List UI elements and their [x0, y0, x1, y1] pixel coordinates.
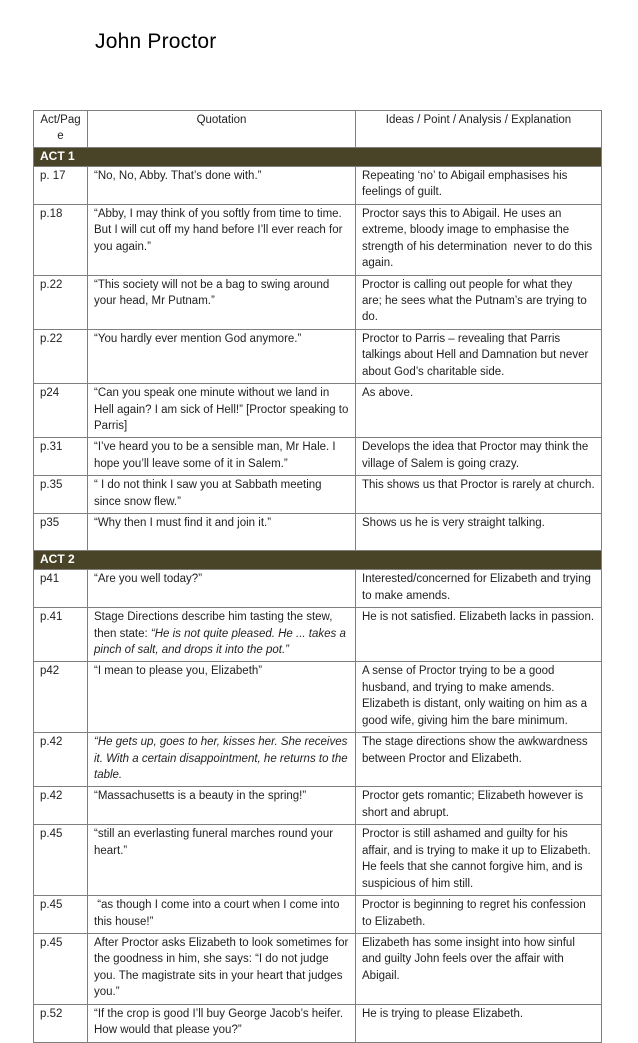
column-header-analysis: Ideas / Point / Analysis / Explanation	[356, 111, 602, 148]
table-row	[34, 787, 602, 825]
page-cell: p.45	[34, 825, 88, 896]
quote-segment: After Proctor asks Elizabeth to look sometimes for the goodness in him, she says: “I do not judge you. The magistrate sits in your heart that judges you.”	[94, 936, 352, 999]
quotation-cell	[88, 1004, 356, 1042]
page-cell: p.18	[34, 204, 88, 275]
analysis-cell: This shows us that Proctor is rarely at church.	[356, 476, 602, 514]
table-header-row	[34, 111, 602, 148]
page-cell: p.45	[34, 933, 88, 1004]
quote-segment: “Can you speak one minute without we land in Hell again? I am sick of Hell!” [Proctor speaking to Parris]	[94, 387, 352, 432]
table-row	[34, 476, 602, 514]
page-cell: p.42	[34, 787, 88, 825]
quotation-cell	[88, 933, 356, 1004]
table-row	[34, 438, 602, 476]
section-header-row	[34, 551, 602, 570]
page-cell: p.42	[34, 733, 88, 787]
analysis-cell: Interested/concerned for Elizabeth and trying to make amends.	[356, 570, 602, 608]
section-header-row	[34, 147, 602, 166]
table-row	[34, 1004, 602, 1042]
table-row	[34, 514, 602, 551]
quote-segment: “Abby, I may think of you softly from time to time. But I will cut off my hand before I’ll ever reach for you again.”	[94, 207, 346, 253]
quote-segment: “I mean to please you, Elizabeth”	[94, 665, 263, 678]
analysis-cell: Proctor is still ashamed and guilty for his affair, and is trying to make it up to Elizabeth. He feels that she cannot forgive him, and is suspicious of him still.	[356, 825, 602, 896]
quote-segment: “Are you well today?”	[94, 573, 203, 586]
table-row	[34, 384, 602, 438]
quotation-cell	[88, 608, 356, 662]
quote-segment: “He gets up, goes to her, kisses her. She receives it. With a certain disappointment, he returns to the table.	[94, 736, 351, 781]
table-row	[34, 570, 602, 608]
table-row	[34, 825, 602, 896]
analysis-cell: Shows us he is very straight talking.	[356, 514, 602, 551]
page-cell: p.41	[34, 608, 88, 662]
analysis-cell: Elizabeth has some insight into how sinful and guilty John feels over the affair with Abigail.	[356, 933, 602, 1004]
quotation-cell	[88, 662, 356, 733]
section-header: ACT 1	[34, 147, 602, 166]
quotation-cell	[88, 329, 356, 383]
quotation-analysis-table	[33, 110, 602, 1043]
quotation-cell	[88, 438, 356, 476]
quotation-cell	[88, 787, 356, 825]
table-row	[34, 933, 602, 1004]
page-cell: p.45	[34, 896, 88, 934]
quote-segment: Stage Directions describe him tasting the stew, then state:	[94, 611, 336, 640]
table-row	[34, 896, 602, 934]
table-row	[34, 608, 602, 662]
analysis-cell: Proctor says this to Abigail. He uses an extreme, bloody image to emphasise the strength of his determination never to do this again.	[356, 204, 602, 275]
quotation-cell	[88, 275, 356, 329]
page-title: John Proctor	[95, 30, 217, 53]
quotation-cell	[88, 204, 356, 275]
column-header-act-page: Act/Page	[34, 111, 88, 148]
page-cell: p.22	[34, 329, 88, 383]
quotation-cell	[88, 896, 356, 934]
page-cell: p.22	[34, 275, 88, 329]
page-cell: p.31	[34, 438, 88, 476]
page-cell: p42	[34, 662, 88, 733]
analysis-cell: He is not satisfied. Elizabeth lacks in passion.	[356, 608, 602, 662]
table-row	[34, 329, 602, 383]
table-row	[34, 275, 602, 329]
quotation-cell	[88, 166, 356, 204]
quote-segment: “No, No, Abby. That’s done with.”	[94, 169, 262, 182]
quote-segment: “If the crop is good I’ll buy George Jacob’s heifer. How would that please you?”	[94, 1007, 347, 1037]
analysis-cell: The stage directions show the awkwardness between Proctor and Elizabeth.	[356, 733, 602, 787]
table-row	[34, 166, 602, 204]
quotation-cell	[88, 825, 356, 896]
table-row	[34, 204, 602, 275]
analysis-cell: As above.	[356, 384, 602, 438]
quote-segment: “Why then I must find it and join it.”	[94, 517, 272, 530]
analysis-cell: Develops the idea that Proctor may think the village of Salem is going crazy.	[356, 438, 602, 476]
quote-segment: “This society will not be a bag to swing around your head, Mr Putnam.”	[94, 278, 333, 307]
analysis-cell: He is trying to please Elizabeth.	[356, 1004, 602, 1042]
table-row	[34, 733, 602, 787]
analysis-cell: A sense of Proctor trying to be a good husband, and trying to make amends. Elizabeth is distant, only waiting on him as a good wife, giving him the bare minimum.	[356, 662, 602, 733]
quotation-cell	[88, 384, 356, 438]
analysis-cell: Proctor gets romantic; Elizabeth however is short and abrupt.	[356, 787, 602, 825]
quotation-cell	[88, 570, 356, 608]
page-cell: p.35	[34, 476, 88, 514]
quotation-cell	[88, 733, 356, 787]
quote-segment: “He is not quite pleased. He ... takes a pinch of salt, and drops it into the pot.”	[94, 627, 350, 656]
quote-segment: “ I do not think I saw you at Sabbath meeting since snow flew.”	[94, 479, 325, 508]
quotation-cell	[88, 514, 356, 551]
quotation-cell	[88, 476, 356, 514]
column-header-quotation: Quotation	[88, 111, 356, 148]
page-cell: p.52	[34, 1004, 88, 1042]
quote-segment: “Massachusetts is a beauty in the spring!”	[94, 790, 307, 803]
table-row	[34, 662, 602, 733]
page-cell: p24	[34, 384, 88, 438]
page-cell: p. 17	[34, 166, 88, 204]
quote-segment: “still an everlasting funeral marches round your heart.”	[94, 828, 337, 857]
quote-segment: “You hardly ever mention God anymore.”	[94, 332, 302, 345]
quote-segment: “I’ve heard you to be a sensible man, Mr Hale. I hope you’ll leave some of it in Salem.”	[94, 441, 339, 470]
page-cell: p35	[34, 514, 88, 551]
page-cell: p41	[34, 570, 88, 608]
analysis-cell: Proctor is calling out people for what they are; he sees what the Putnam’s are trying to do.	[356, 275, 602, 329]
quote-segment: “as though I come into a court when I come into this house!”	[94, 899, 343, 928]
analysis-cell: Repeating ‘no’ to Abigail emphasises his feelings of guilt.	[356, 166, 602, 204]
analysis-cell: Proctor is beginning to regret his confession to Elizabeth.	[356, 896, 602, 934]
section-header: ACT 2	[34, 551, 602, 570]
analysis-cell: Proctor to Parris – revealing that Parris talkings about Hell and Damnation but never about God’s charitable side.	[356, 329, 602, 383]
